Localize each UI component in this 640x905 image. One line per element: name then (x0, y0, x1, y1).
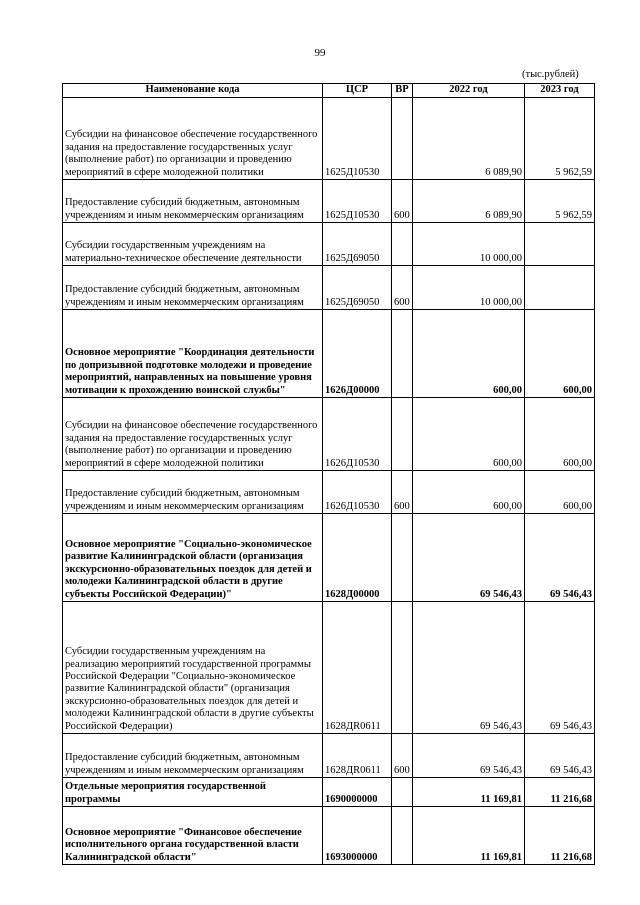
row-csr: 1626Д10530 (323, 398, 392, 471)
row-value-2023: 600,00 (525, 471, 595, 514)
row-value-2023: 600,00 (525, 398, 595, 471)
table-row (63, 734, 595, 778)
row-vr: 600 (392, 734, 413, 778)
row-name: Предоставление субсидий бюджетным, автономным учреждениям и иным некоммерческим организациям (63, 266, 323, 310)
row-csr: 1626Д10530 (323, 471, 392, 514)
row-value-2022: 69 546,43 (413, 602, 525, 734)
row-value-2022: 600,00 (413, 398, 525, 471)
row-value-2023: 5 962,59 (525, 180, 595, 223)
row-vr (392, 98, 413, 180)
header-2023: 2023 год (525, 84, 595, 98)
units-label: (тыс.рублей) (522, 69, 579, 80)
header-2022: 2022 год (413, 84, 525, 98)
row-name: Предоставление субсидий бюджетным, автономным учреждениям и иным некоммерческим организациям (63, 734, 323, 778)
row-name: Предоставление субсидий бюджетным, автономным учреждениям и иным некоммерческим организациям (63, 180, 323, 223)
row-value-2023 (525, 223, 595, 266)
row-value-2022: 6 089,90 (413, 180, 525, 223)
row-vr: 600 (392, 180, 413, 223)
row-csr: 1628Д00000 (323, 514, 392, 602)
table-row (63, 807, 595, 865)
row-csr: 1625Д10530 (323, 98, 392, 180)
row-value-2022: 69 546,43 (413, 734, 525, 778)
table-row (63, 310, 595, 398)
row-value-2023: 5 962,59 (525, 98, 595, 180)
row-name: Основное мероприятие "Финансовое обеспечение исполнительного органа государственной власти Калининградской области" (63, 807, 323, 865)
row-vr (392, 807, 413, 865)
table-row (63, 514, 595, 602)
row-csr: 1628ДR0611 (323, 734, 392, 778)
row-value-2023: 600,00 (525, 310, 595, 398)
row-name: Основное мероприятие "Социально-экономическое развитие Калининградской области (организация экскурсионно-образовательных поездок для детей и молодежи Калининградской области в другие субъекты Российской Федерации)" (63, 514, 323, 602)
header-name: Наименование кода (63, 84, 323, 98)
row-name: Субсидии государственным учреждениям на реализацию мероприятий государственной программы Российской Федерации "Социально-экономическое развитие Калининградской области" (организация экскурсионно-образовательных поездок для детей и молодежи Калининградской области в другие субъекты Российской Федерации) (63, 602, 323, 734)
row-value-2023: 69 546,43 (525, 734, 595, 778)
row-value-2022: 11 169,81 (413, 778, 525, 807)
row-vr (392, 310, 413, 398)
row-name: Основное мероприятие "Координация деятельности по допризывной подготовке молодежи и проведение мероприятий, направленных на повышение уровня мотивации к прохождению воинской службы" (63, 310, 323, 398)
row-value-2022: 11 169,81 (413, 807, 525, 865)
row-name: Предоставление субсидий бюджетным, автономным учреждениям и иным некоммерческим организациям (63, 471, 323, 514)
table-row (63, 398, 595, 471)
row-value-2023: 69 546,43 (525, 602, 595, 734)
header-vr: ВР (392, 84, 413, 98)
row-csr: 1625Д69050 (323, 223, 392, 266)
table-header-row (63, 84, 595, 98)
header-csr: ЦСР (323, 84, 392, 98)
row-name: Отдельные мероприятия государственной программы (63, 778, 323, 807)
row-value-2022: 69 546,43 (413, 514, 525, 602)
row-csr: 1625Д10530 (323, 180, 392, 223)
row-value-2023 (525, 266, 595, 310)
row-value-2023: 11 216,68 (525, 807, 595, 865)
table-row (63, 223, 595, 266)
row-name: Субсидии государственным учреждениям на материально-техническое обеспечение деятельности (63, 223, 323, 266)
row-value-2022: 600,00 (413, 471, 525, 514)
table-row (63, 778, 595, 807)
row-value-2023: 69 546,43 (525, 514, 595, 602)
table-row (63, 180, 595, 223)
row-vr: 600 (392, 471, 413, 514)
table-row (63, 98, 595, 180)
row-vr (392, 602, 413, 734)
row-vr (392, 223, 413, 266)
row-vr: 600 (392, 266, 413, 310)
table-row (63, 602, 595, 734)
row-csr: 1628ДR0611 (323, 602, 392, 734)
table-row (63, 471, 595, 514)
row-vr (392, 514, 413, 602)
budget-table (62, 83, 595, 865)
row-csr: 1693000000 (323, 807, 392, 865)
page-number: 99 (314, 47, 326, 59)
row-name: Субсидии на финансовое обеспечение государственного задания на предоставление государственных услуг (выполнение работ) по организации и проведению мероприятий в сфере молодежной политики (63, 398, 323, 471)
row-value-2022: 600,00 (413, 310, 525, 398)
row-value-2022: 10 000,00 (413, 266, 525, 310)
row-name: Субсидии на финансовое обеспечение государственного задания на предоставление государственных услуг (выполнение работ) по организации и проведению мероприятий в сфере молодежной политики (63, 98, 323, 180)
row-csr: 1626Д00000 (323, 310, 392, 398)
row-value-2022: 6 089,90 (413, 98, 525, 180)
row-value-2023: 11 216,68 (525, 778, 595, 807)
row-csr: 1690000000 (323, 778, 392, 807)
table-row (63, 266, 595, 310)
row-vr (392, 398, 413, 471)
row-vr (392, 778, 413, 807)
row-value-2022: 10 000,00 (413, 223, 525, 266)
row-csr: 1625Д69050 (323, 266, 392, 310)
